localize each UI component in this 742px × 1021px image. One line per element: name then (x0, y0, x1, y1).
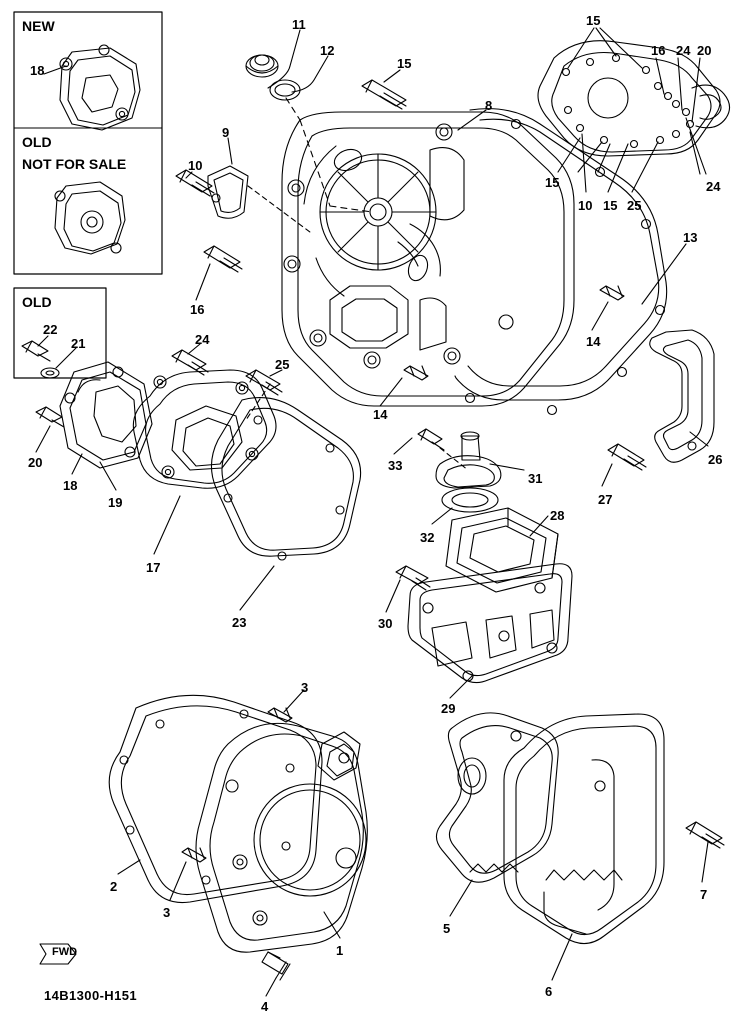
callout-25-b: 25 (275, 357, 290, 372)
callout-21: 21 (71, 336, 86, 351)
callout-15-a: 15 (397, 56, 412, 71)
callout-19: 19 (108, 495, 123, 510)
callout-6: 6 (545, 984, 553, 999)
callout-15-c: 15 (545, 175, 560, 190)
callout-15-b: 15 (586, 13, 601, 28)
callout-27: 27 (598, 492, 613, 507)
callout-22: 22 (43, 322, 58, 337)
callout-20-b: 20 (28, 455, 43, 470)
callout-26: 26 (708, 452, 723, 467)
callout-18: 18 (30, 63, 45, 78)
callout-10-b: 10 (578, 198, 593, 213)
callout-1: 1 (336, 943, 344, 958)
callout-13: 13 (683, 230, 698, 245)
fwd-direction-label: FWD (52, 946, 78, 958)
callout-7: 7 (700, 887, 708, 902)
inset-label-old-nfs-line2: NOT FOR SALE (22, 156, 127, 172)
callout-3-b: 3 (163, 905, 171, 920)
callout-5: 5 (443, 921, 451, 936)
callout-29: 29 (441, 701, 456, 716)
callout-25-a: 25 (627, 198, 642, 213)
callout-28: 28 (550, 508, 565, 523)
callout-4: 4 (261, 999, 269, 1014)
callout-14-b: 14 (373, 407, 388, 422)
callout-15-d: 15 (603, 198, 618, 213)
callout-11: 11 (292, 17, 306, 32)
callout-30: 30 (378, 616, 393, 631)
inset-label-new: NEW (22, 18, 55, 34)
callout-24-c: 24 (195, 332, 210, 347)
callout-3-a: 3 (301, 680, 309, 695)
callout-16-a: 16 (651, 43, 666, 58)
callout-32: 32 (420, 530, 435, 545)
callout-18-b: 18 (63, 478, 78, 493)
callout-10-a: 10 (188, 158, 203, 173)
callout-17: 17 (146, 560, 161, 575)
callout-20-a: 20 (697, 43, 712, 58)
callout-24-a: 24 (676, 43, 691, 58)
callout-33: 33 (388, 458, 403, 473)
callout-12: 12 (320, 43, 335, 58)
callout-14-a: 14 (586, 334, 601, 349)
callout-24-b: 24 (706, 179, 721, 194)
callout-8: 8 (485, 98, 493, 113)
inset-label-old-nfs-line1: OLD (22, 134, 52, 150)
callout-16-b: 16 (190, 302, 205, 317)
callout-23: 23 (232, 615, 247, 630)
callout-2: 2 (110, 879, 118, 894)
diagram-part-number: 14B1300-H151 (44, 988, 137, 1003)
callout-9: 9 (222, 125, 230, 140)
inset-label-old: OLD (22, 294, 52, 310)
callout-31: 31 (528, 471, 543, 486)
